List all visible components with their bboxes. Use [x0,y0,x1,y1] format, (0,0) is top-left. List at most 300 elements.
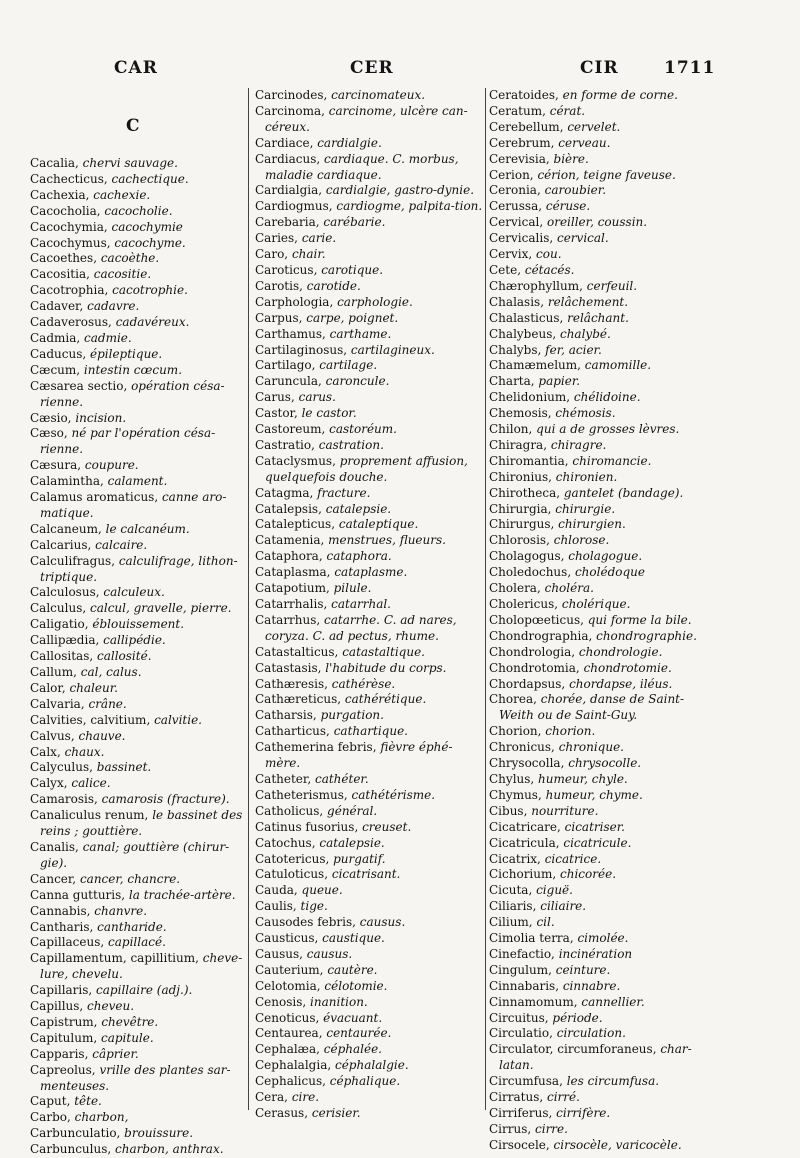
dictionary-entry [30,601,245,617]
entry-translation: cataphora. [326,549,392,564]
dictionary-entry [30,617,245,633]
entry-headword: Calculosus, [30,585,104,600]
entry-headword: Carebaria, [255,215,324,230]
entry-headword: Chalybs, [489,342,546,357]
entry-headword: Cæsarea sectio, [30,378,132,393]
entry-headword: Caruncula, [255,374,326,389]
entry-headword: Cæsura, [30,458,85,473]
entry-headword: Catotericus, [255,851,334,866]
entry-translation: cataplasme. [334,565,408,580]
entry-headword: Castoreum, [255,422,330,437]
dictionary-entry [255,231,485,247]
entry-headword: Capitulum, [30,1030,101,1045]
entry-headword: Cholagogus, [489,549,569,564]
dictionary-entry [489,581,714,597]
entry-translation: chronique. [558,740,624,755]
entry-translation: carotide. [306,278,361,293]
entry-translation: calcaire. [95,537,148,552]
entry-headword: Cirrus, [489,1121,536,1136]
entry-translation: général. [327,803,378,818]
dictionary-entry [255,422,485,438]
running-head-left: CAR [114,58,158,78]
entry-translation: chémosis. [555,406,616,421]
dictionary-entry [489,692,714,724]
entry-headword: Calvaria, [30,696,89,711]
entry-headword: Castratio, [255,437,319,452]
entry-headword: Centaurea, [255,1026,327,1041]
entry-translation: purgation. [320,708,384,723]
dictionary-entry [30,299,245,315]
entry-translation: cantharide. [97,919,167,934]
entry-headword: Cirratus, [489,1090,547,1105]
entry-headword: Chirurgia, [489,501,556,516]
dictionary-entry [255,947,485,963]
entry-translation: chiromancie. [572,453,652,468]
entry-translation: nourriture. [531,803,599,818]
dictionary-entry [489,820,714,836]
entry-translation: carthame. [329,326,392,341]
entry-headword: Cicuta, [489,883,537,898]
dictionary-entry [255,390,485,406]
column-rule [248,88,249,1110]
entry-headword: Chondrographia, [489,628,597,643]
entry-headword: Catalepsis, [255,501,326,516]
entry-headword: Catinus fusorius, [255,819,363,834]
entry-headword: Cataplasma, [255,565,335,580]
entry-translation: charbon, anthrax. [115,1142,224,1157]
entry-translation: évacuant. [323,1010,383,1025]
entry-translation: cire. [291,1090,320,1105]
entry-headword: Calamus aromaticus, [30,490,162,505]
entry-translation: calice. [71,776,111,791]
entry-translation: cathérèse. [331,676,396,691]
entry-translation: brouissure. [124,1126,194,1141]
entry-translation: cholérique. [561,597,631,611]
entry-translation: cétacés. [524,262,575,277]
entry-headword: Cæso, [30,426,72,441]
entry-translation: calcul, gravelle, pierre. [89,601,232,616]
entry-headword: Cartilago, [255,358,320,373]
entry-translation: inanition. [310,994,368,1009]
entry-headword: Cacocholia, [30,203,105,218]
entry-headword: Capillamentum, capillitium, [30,951,203,966]
entry-headword: Callipædia, [30,633,104,648]
entry-translation: catalepsie. [319,835,385,850]
dictionary-entry [30,776,245,792]
entry-headword: Catastalticus, [255,644,343,659]
entry-headword: Castor, [255,406,302,421]
entry-headword: Calor, [30,680,70,695]
dictionary-entry [255,343,485,359]
dictionary-entry [489,645,714,661]
entry-translation: chalybé. [559,326,611,341]
entry-translation: cachexie. [93,187,151,202]
dictionary-entry [255,963,485,979]
entry-headword: Cibus, [489,803,532,818]
entry-translation: capillaire (adj.). [96,983,193,998]
entry-translation: menstrues, flueurs. [328,533,446,548]
entry-headword: Cimolia terra, [489,931,578,946]
dictionary-entry [489,470,714,486]
entry-translation: callosité. [97,649,152,664]
entry-translation: calculeux. [103,585,165,600]
dictionary-entry [255,374,485,390]
entry-translation: chiragre. [550,437,607,452]
entry-headword: Camarosis, [30,792,102,807]
dictionary-entry [255,740,485,772]
dictionary-entry [30,236,245,252]
dictionary-column-1 [30,156,245,1158]
dictionary-entry [30,1142,245,1158]
dictionary-entry [255,836,485,852]
dictionary-entry [255,645,485,661]
entry-headword: Catheterismus, [255,787,352,802]
entry-headword: Chronicus, [489,740,559,755]
dictionary-entry [489,613,714,629]
dictionary-entry [255,517,485,533]
entry-headword: Carbunculatio, [30,1126,125,1141]
entry-translation: cirsocèle, varicocèle. [553,1137,682,1152]
entry-translation: chaux. [64,744,105,759]
entry-translation: chevêtre. [101,1014,159,1029]
dictionary-entry [30,315,245,331]
entry-translation: causus. [359,915,406,930]
dictionary-entry [489,1026,714,1042]
entry-headword: Calyculus, [30,760,97,775]
entry-translation: cerveau. [558,135,611,150]
entry-headword: Catharsis, [255,708,321,723]
entry-headword: Carphologia, [255,294,338,309]
entry-translation: céphalée. [323,1042,382,1057]
entry-translation: cartilage. [319,358,378,373]
entry-headword: Carbo, [30,1110,75,1125]
entry-translation: cataleptique. [338,517,419,532]
entry-headword: Choledochus, [489,565,575,580]
dictionary-column-2 [255,88,485,1122]
dictionary-entry [255,565,485,581]
entry-translation: cathéter. [314,771,369,786]
dictionary-entry [489,152,714,168]
entry-translation: cerfeuil. [586,278,638,293]
section-letter: C [126,116,140,136]
entry-translation: période. [552,1010,603,1025]
entry-headword: Chondrologia, [489,644,579,659]
entry-headword: Cervical, [489,215,547,230]
entry-translation: cathétérisme. [351,787,436,802]
entry-headword: Chymus, [489,787,546,802]
entry-headword: Cacoethes, [30,251,101,266]
entry-headword: Chærophyllum, [489,278,587,293]
entry-headword: Cardiace, [255,135,318,150]
dictionary-entry [255,804,485,820]
entry-translation: vrille des plantes sar-menteuses. [40,1062,231,1093]
entry-headword: Calvus, [30,728,79,743]
entry-headword: Cauda, [255,883,302,898]
entry-translation: charbon, [74,1110,129,1125]
entry-translation: cautère. [327,962,378,977]
dictionary-entry [255,247,485,263]
entry-translation: cicatrice. [544,851,602,866]
dictionary-entry [255,311,485,327]
entry-translation: camomille. [584,358,652,373]
entry-translation: cil. [536,915,555,930]
entry-headword: Cerussa, [489,199,546,214]
entry-translation: incision. [75,410,127,425]
entry-translation: humeur, chyle. [538,771,628,786]
dictionary-entry [255,263,485,279]
entry-headword: Chalasticus, [489,310,568,325]
entry-headword: Cicatricare, [489,819,565,834]
entry-translation: cirrifère. [556,1106,611,1120]
entry-translation: cinnabre. [562,978,621,993]
entry-headword: Cachecticus, [30,171,112,186]
entry-translation: éblouissement. [92,617,185,632]
entry-headword: Capreolus, [30,1062,100,1077]
entry-headword: Cingulum, [489,962,556,977]
entry-translation: épileptique. [89,346,163,361]
entry-translation: cancer, chancre. [79,871,181,886]
dictionary-entry [255,979,485,995]
entry-translation: catalepsie. [325,501,392,516]
dictionary-entry [255,454,485,486]
entry-headword: Carcinodes, [255,88,332,102]
entry-translation: proprement affusion, quelquefois douche. [265,453,468,484]
dictionary-entry [489,565,714,581]
dictionary-entry [255,1074,485,1090]
entry-headword: Chondrotomia, [489,660,584,675]
dictionary-entry [30,1031,245,1047]
entry-translation: creuset. [362,819,412,834]
entry-headword: Circumfusa, [489,1074,567,1089]
entry-translation: chorion. [545,724,596,739]
dictionary-entry [489,183,714,199]
entry-headword: Cinnabaris, [489,978,563,993]
entry-headword: Cichorium, [489,867,561,882]
entry-headword: Calvities, calvitium, [30,712,155,727]
entry-translation: ciguë. [536,883,573,898]
entry-translation: cadavre. [87,299,140,314]
dictionary-entry [30,649,245,665]
entry-translation: carie. [301,231,337,246]
entry-translation: qui forme la bile. [587,612,692,627]
entry-headword: Celotomia, [255,978,325,993]
entry-headword: Ceratoides, [489,88,563,102]
entry-translation: coupure. [84,458,139,473]
entry-headword: Cicatricula, [489,835,564,850]
dictionary-entry [30,729,245,745]
entry-headword: Capillus, [30,999,88,1014]
dictionary-entry [489,836,714,852]
entry-translation: chondrographie. [596,628,697,643]
entry-translation: bassinet. [96,760,152,775]
entry-translation: cimolée. [577,931,629,946]
dictionary-entry [489,995,714,1011]
entry-headword: Capparis, [30,1046,93,1061]
dictionary-entry [255,724,485,740]
dictionary-entry [489,390,714,406]
entry-headword: Chiromantia, [489,453,573,468]
entry-headword: Ciliaris, [489,899,541,914]
entry-headword: Chirotheca, [489,485,564,500]
dictionary-entry [30,1063,245,1095]
entry-translation: crâne. [88,696,127,711]
dictionary-entry [489,199,714,215]
dictionary-entry [30,633,245,649]
entry-headword: Canna gutturis, [30,887,129,902]
entry-translation: cadavéreux. [115,315,190,330]
dictionary-entry [489,772,714,788]
entry-headword: Chirurgus, [489,517,559,532]
entry-translation: carus. [298,390,336,405]
dictionary-entry [255,1011,485,1027]
dictionary-entry [255,199,485,215]
entry-translation: calvitie. [154,712,202,727]
entry-translation: cacoèthe. [100,251,160,266]
dictionary-entry [255,406,485,422]
entry-translation: caroubier. [544,183,607,198]
entry-headword: Caulis, [255,899,301,914]
dictionary-entry [489,788,714,804]
entry-headword: Cervix, [489,247,537,262]
entry-headword: Chiragra, [489,437,551,452]
entry-translation: tige. [300,899,328,914]
entry-headword: Cicatrix, [489,851,545,866]
entry-headword: Circulator, circumforaneus, [489,1042,661,1057]
entry-headword: Ceratum, [489,103,550,118]
entry-headword: Cauterium, [255,962,328,977]
entry-translation: fièvre éphé-mère. [265,740,453,771]
dictionary-entry [255,1042,485,1058]
entry-translation: capitule. [100,1030,154,1045]
entry-headword: Capistrum, [30,1014,102,1029]
entry-translation: célotomie. [324,978,388,993]
entry-headword: Calx, [30,744,65,759]
dictionary-entry [489,629,714,645]
entry-translation: caustique. [322,931,385,946]
entry-headword: Cardialgia, [255,183,326,198]
dictionary-entry [30,585,245,601]
entry-translation: en forme de corne. [562,88,678,102]
entry-headword: Catharticus, [255,724,334,739]
entry-headword: Chalasis, [489,294,548,309]
entry-translation: chondrologie. [578,644,663,659]
entry-translation: cannellier. [581,994,645,1009]
dictionary-entry [489,311,714,327]
entry-translation: carphologie. [337,294,413,309]
entry-translation: cerisier. [311,1106,361,1120]
dictionary-entry [255,533,485,549]
dictionary-entry [255,915,485,931]
entry-headword: Canaliculus renum, [30,808,153,823]
entry-translation: centaurée. [326,1026,392,1041]
dictionary-entry [489,438,714,454]
entry-translation: céphalalgie. [334,1058,409,1073]
dictionary-entry [489,295,714,311]
entry-translation: castoréum. [329,422,397,437]
entry-translation: le castor. [301,406,357,421]
entry-headword: Cachexia, [30,187,94,202]
dictionary-entry [255,931,485,947]
entry-translation: castration. [318,437,384,452]
entry-translation: le calcanéum. [105,521,190,536]
entry-headword: Cardiogmus, [255,199,337,214]
entry-translation: chanvre. [94,903,148,918]
entry-translation: cholédoque [574,565,645,580]
dictionary-entry [30,538,245,554]
entry-headword: Cacochymus, [30,235,115,250]
dictionary-entry [255,215,485,231]
entry-translation: causus. [306,946,353,961]
dictionary-entry [255,820,485,836]
entry-translation: chair. [291,247,326,262]
entry-translation: cardiogme, palpita-tion. [336,199,483,214]
entry-headword: Cenoticus, [255,1010,324,1025]
entry-translation: carcinomateux. [331,88,426,102]
dictionary-entry [255,88,485,104]
dictionary-entry [30,713,245,729]
entry-translation: chaleur. [69,680,118,695]
entry-headword: Cacochymia, [30,219,112,234]
dictionary-entry [489,88,714,104]
entry-translation: chélidoine. [573,390,641,405]
entry-headword: Catarrhalis, [255,597,332,611]
entry-headword: Charta, [489,374,539,389]
dictionary-entry [255,1058,485,1074]
entry-translation: canne aro-matique. [40,490,227,520]
dictionary-entry [30,267,245,283]
dictionary-entry [489,804,714,820]
entry-headword: Callum, [30,665,81,679]
entry-translation: cacochyme. [114,235,186,250]
entry-translation: catarrhal. [331,597,391,611]
entry-headword: Circuitus, [489,1010,553,1025]
entry-translation: cérat. [549,103,586,118]
entry-headword: Circulatio, [489,1026,557,1041]
entry-headword: Cirsocele, [489,1137,554,1152]
dictionary-entry [30,951,245,983]
dictionary-entry [489,406,714,422]
dictionary-entry [30,522,245,538]
entry-headword: Carpus, [255,310,307,325]
entry-headword: Cacotrophia, [30,283,113,298]
dictionary-entry [30,1094,245,1110]
entry-translation: cervical. [556,231,609,246]
dictionary-entry [255,772,485,788]
dictionary-entry [489,533,714,549]
dictionary-entry [30,156,245,172]
dictionary-entry [255,995,485,1011]
entry-headword: Cenosis, [255,994,311,1009]
dictionary-entry [30,458,245,474]
entry-headword: Cathemerina febris, [255,740,381,755]
entry-translation: incinération [558,946,633,961]
dictionary-entry [255,883,485,899]
entry-headword: Causus, [255,946,307,961]
entry-headword: Cæcum, [30,362,84,377]
dictionary-entry [489,358,714,374]
dictionary-entry [30,888,245,904]
dictionary-entry [30,204,245,220]
dictionary-entry [30,363,245,379]
entry-translation: chervi sauvage. [82,156,178,170]
entry-translation: purgatif. [333,851,386,866]
dictionary-entry [30,474,245,490]
entry-translation: chicorée. [560,867,617,882]
dictionary-entry [489,1090,714,1106]
dictionary-entry [255,486,485,502]
entry-translation: tête. [74,1094,102,1109]
entry-translation: choléra. [544,581,594,596]
